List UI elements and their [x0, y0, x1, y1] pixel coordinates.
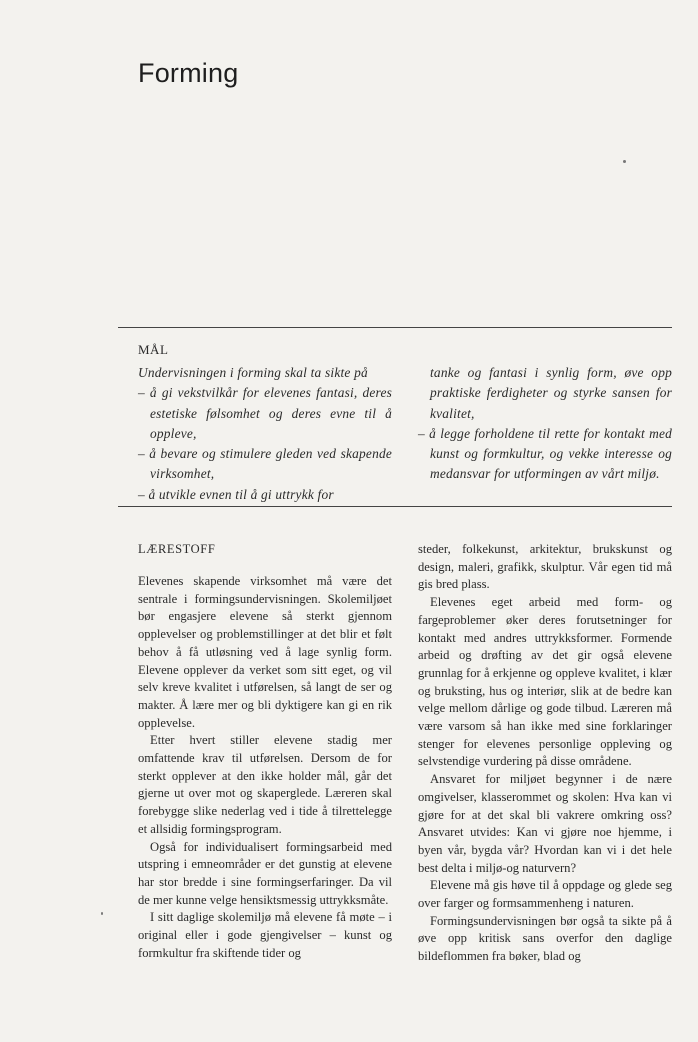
paragraph: I sitt daglige skolemiljø må elevene få møte – i original eller i gode gjengivelser – kunst og formkultur fra skiftende tider og	[138, 910, 392, 960]
body-left-column	[138, 573, 392, 962]
goals-item: – å gi vekstvilkår for elevenes fantasi, deres estetiske følsomhet og deres evne til å oppleve,	[138, 385, 392, 441]
paragraph: Elevenes skapende virksomhet må være det sentrale i formingsundervisningen. Skolemiljøet bør engasjere elevene så sterkt gjennom opplevelser og problemstillinger at det blir et følt behov å få utløsning ved å lage synlig form. Elevene opplever da verket som sitt eget, og vil selv kreve kvalitet i utførelsen, så langt de ser og makter. Å lære mer og bli dyktigere kan gi en rik opplevelse.	[138, 574, 392, 730]
goals-item: – å legge forholdene til rette for kontakt med kunst og formkultur, og vekke interesse og medansvar for utformingen av vårt miljø.	[418, 425, 672, 482]
body-right-column	[418, 541, 672, 966]
speck-mark	[101, 912, 103, 915]
section-heading: LÆRESTOFF	[138, 542, 216, 556]
top-divider	[118, 327, 672, 328]
paragraph: Elevenes eget arbeid med form- og fargeproblemer øker deres forutsetninger for kontakt med andres uttrykksformer. Formende arbeid og drøfting av det gir også elevene grunnlag for å erkjenne og oppleve kvalitet, i klær og bruksting, hus og interiør, slik at de bedre kan velge mellom dårlige og gode tilbud. Læreren må være varsom så han ikke med sine forklaringer stenger for elevenes personlige oppleving og selvstendige vurdering på disse områdene.	[418, 595, 672, 769]
goals-item: – å utvikle evnen til å gi uttrykk for	[138, 486, 334, 502]
goals-heading: MÅL	[138, 342, 169, 357]
middle-divider	[118, 506, 672, 507]
goals-item-continuation: tanke og fantasi i synlig form, øve opp praktiske ferdigheter og styrke sansen for kvalitet,	[430, 365, 672, 421]
paragraph: steder, folkekunst, arkitektur, brukskunst og design, maleri, grafikk, skulptur. Vår egen tid må gis bred plass.	[418, 542, 672, 592]
paragraph: Også for individualisert formingsarbeid med utspring i emneområder er det gunstig at elevene har stor bredde i sine formingserfaringer. Da vil de mer kunne velge hensiktsmessig uttrykksmåte.	[138, 839, 392, 907]
paragraph: Elevene må gis høve til å oppdage og glede seg over farger og formsammenheng i naturen.	[418, 878, 672, 911]
goals-intro: Undervisningen i forming skal ta sikte på	[138, 365, 368, 380]
paragraph: Ansvaret for miljøet begynner i de nære omgivelser, klasserommet og skolen: Hva kan vi gjøre for at det skal bli vakrere omkring oss? Ansvaret utvides: Kan vi gjøre noe hjemme, i byen vår, bygda vår? Hvordan kan vi i det hele best delta i miljø-og naturvern?	[418, 772, 672, 875]
paragraph: Formingsundervisningen bør også ta sikte på å øve opp kritisk sans overfor den daglige bildeflommen fra bøker, blad og	[418, 913, 672, 964]
speck-mark	[623, 160, 626, 163]
goals-left-column	[138, 363, 392, 505]
page-title: Forming	[138, 58, 239, 88]
goals-item: – å bevare og stimulere gleden ved skapende virksomhet,	[138, 446, 392, 482]
goals-right-column	[418, 363, 672, 485]
paragraph: Etter hvert stiller elevene stadig mer omfattende krav til utførelsen. Dersom de for sterkt opplever at den ikke holder mål, går det gjerne ut over mot og skaperglede. Læreren skal forebygge slike nederlag ved i tide å tilrettelegge et allsidig formingsprogram.	[138, 733, 392, 836]
